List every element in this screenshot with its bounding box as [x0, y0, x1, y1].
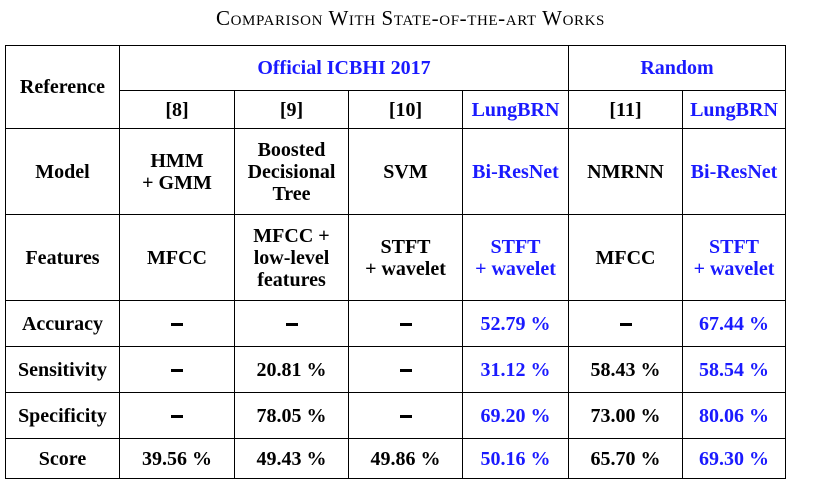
- table-cell: [235, 347, 349, 393]
- table-caption: Comparison With State-of-the-art Works: [216, 6, 605, 30]
- ref-header: [235, 91, 349, 129]
- table-cell: [463, 215, 569, 301]
- cell-text: 31.12 %: [480, 358, 551, 381]
- table-cell: [569, 347, 683, 393]
- table-cell: [569, 215, 683, 301]
- cell-text: 49.86 %: [370, 447, 441, 470]
- dash-mark: [400, 369, 412, 372]
- table-cell: [349, 439, 463, 479]
- table-cell: [120, 393, 235, 439]
- cell-text: MFCC: [595, 246, 656, 269]
- comparison-table: [5, 45, 786, 479]
- table-row: [6, 347, 786, 393]
- cell-text: MFCC: [147, 246, 207, 269]
- cell-text: 73.00 %: [590, 404, 661, 427]
- table-cell: [120, 129, 235, 215]
- dash-mark: [400, 415, 412, 418]
- cell-text: 49.43 %: [256, 447, 327, 470]
- table-cell: [683, 393, 786, 439]
- table-cell: [569, 393, 683, 439]
- table-cell: [120, 347, 235, 393]
- dash-mark: [171, 323, 183, 326]
- cell-text: STFT + wavelet: [693, 235, 775, 280]
- cell-text: 80.06 %: [699, 404, 769, 427]
- cell-text: Accuracy: [21, 312, 104, 335]
- row-label: [6, 129, 120, 215]
- ref-header: [569, 91, 683, 129]
- cell-text: [8]: [165, 98, 189, 121]
- table-cell: [683, 129, 786, 215]
- cell-text: 39.56 %: [142, 447, 212, 470]
- table-cell: [569, 301, 683, 347]
- cell-text: Features: [25, 246, 100, 269]
- cell-text: Reference: [19, 76, 106, 98]
- cell-text: 69.30 %: [699, 447, 769, 470]
- cell-text: LungBRN: [471, 98, 560, 121]
- group-header-random: [569, 46, 786, 91]
- table-cell: [683, 347, 786, 393]
- row-label: [6, 301, 120, 347]
- table-cell: [349, 393, 463, 439]
- table-cell: [683, 301, 786, 347]
- ref-header: [120, 91, 235, 129]
- cell-text: 65.70 %: [590, 447, 661, 470]
- row-label: [6, 347, 120, 393]
- table-cell: [683, 439, 786, 479]
- table-cell: [683, 215, 786, 301]
- table-cell: [463, 393, 569, 439]
- cell-text: Official ICBHI 2017: [257, 57, 431, 79]
- table-cell: [349, 215, 463, 301]
- cell-text: 78.05 %: [256, 404, 327, 427]
- table-cell: [235, 393, 349, 439]
- table-cell: [120, 301, 235, 347]
- cell-text: 58.43 %: [590, 358, 661, 381]
- cell-text: Sensitivity: [18, 358, 107, 381]
- cell-text: Boosted Decisional Tree: [247, 138, 336, 205]
- cell-text: Random: [640, 57, 714, 79]
- ref-header: [349, 91, 463, 129]
- dash-mark: [171, 369, 183, 372]
- ref-header: [683, 91, 786, 129]
- table-row: [6, 393, 786, 439]
- cell-text: Score: [38, 447, 87, 470]
- dash-mark: [171, 415, 183, 418]
- cell-text: Model: [35, 160, 90, 183]
- cell-text: 20.81 %: [256, 358, 327, 381]
- table-cell: [349, 129, 463, 215]
- cell-text: [9]: [279, 98, 304, 121]
- cell-text: LungBRN: [690, 98, 778, 121]
- group-header-official: [120, 46, 569, 91]
- dash-mark: [286, 323, 298, 326]
- table-cell: [569, 129, 683, 215]
- table-cell: [235, 301, 349, 347]
- table-cell: [120, 439, 235, 479]
- table-row: [6, 439, 786, 479]
- cell-text: NMRNN: [587, 160, 664, 183]
- table-cell: [120, 215, 235, 301]
- table-cell: [235, 129, 349, 215]
- cell-text: MFCC + low-level features: [253, 224, 330, 291]
- cell-text: 69.20 %: [480, 404, 551, 427]
- dash-mark: [400, 323, 412, 326]
- table-row: [6, 215, 786, 301]
- cell-text: 58.54 %: [699, 358, 769, 381]
- cell-text: Specificity: [18, 404, 107, 427]
- table-cell: [349, 347, 463, 393]
- row-label: [6, 215, 120, 301]
- table-cell: [463, 129, 569, 215]
- table-row: [6, 129, 786, 215]
- ref-header: [463, 91, 569, 129]
- row-label: [6, 393, 120, 439]
- table-cell: [463, 347, 569, 393]
- cell-text: 50.16 %: [480, 447, 551, 470]
- reference-header: [6, 46, 120, 129]
- cell-text: HMM + GMM: [142, 149, 212, 194]
- cell-text: Bi-ResNet: [690, 160, 778, 183]
- table-cell: [349, 301, 463, 347]
- cell-text: Bi-ResNet: [472, 160, 559, 183]
- cell-text: SVM: [383, 160, 428, 183]
- table-cell: [463, 301, 569, 347]
- row-label: [6, 439, 120, 479]
- table-cell: [569, 439, 683, 479]
- dash-mark: [620, 323, 632, 326]
- cell-text: STFT + wavelet: [365, 235, 446, 280]
- table-cell: [463, 439, 569, 479]
- cell-text: 52.79 %: [480, 312, 551, 335]
- cell-text: STFT + wavelet: [475, 235, 556, 280]
- table-cell: [235, 439, 349, 479]
- table-row: [6, 301, 786, 347]
- cell-text: [10]: [388, 98, 423, 121]
- cell-text: [11]: [609, 98, 642, 121]
- cell-text: 67.44 %: [699, 312, 769, 335]
- table-cell: [235, 215, 349, 301]
